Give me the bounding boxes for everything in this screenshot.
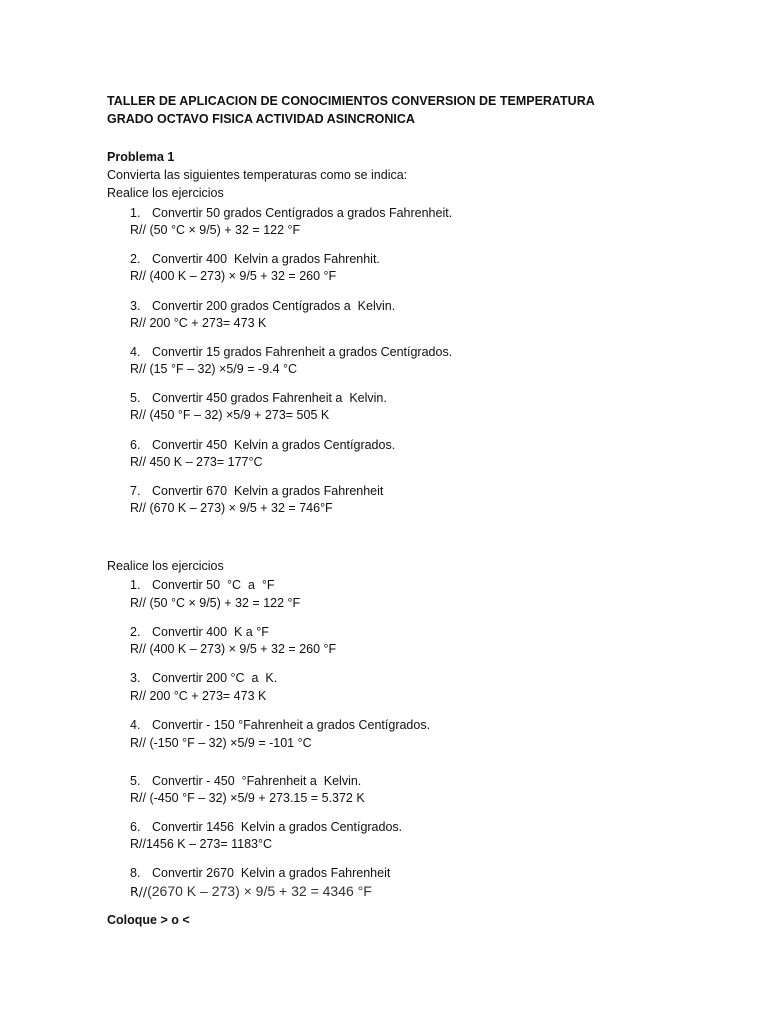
exercise-item — [130, 344, 452, 360]
exercise-answer: R// 200 °C + 273= 473 K — [130, 316, 267, 330]
exercise-number: 4. — [130, 718, 141, 732]
answer-formula: (2670 K – 273) × 9/5 + 32 = 4346 °F — [147, 883, 372, 899]
exercise-number: 4. — [130, 345, 141, 359]
exercise-number: 1. — [130, 206, 141, 220]
exercise-text: Convertir - 450 °Fahrenheit a Kelvin. — [152, 774, 362, 788]
exercise-text: Convertir 670 Kelvin a grados Fahrenheit — [152, 484, 384, 498]
exercise-item — [130, 717, 430, 733]
exercise-answer: R// (400 K – 273) × 9/5 + 32 = 260 °F — [130, 269, 337, 283]
exercise-answer: R// (50 °C × 9/5) + 32 = 122 °F — [130, 223, 301, 237]
exercise-text: Convertir 400 K a °F — [152, 625, 269, 639]
exercise-number: 8. — [130, 866, 141, 880]
exercise-text: Convertir 2670 Kelvin a grados Fahrenheit — [152, 866, 391, 880]
exercise-text: Convertir 200 °C a K. — [152, 671, 278, 685]
exercise-answer: R// (670 K – 273) × 9/5 + 32 = 746°F — [130, 501, 333, 515]
exercise-number: 6. — [130, 438, 141, 452]
exercise-item — [130, 251, 380, 267]
exercise-item — [130, 624, 269, 640]
exercise-item — [130, 483, 383, 499]
exercise-text: Convertir 15 grados Fahrenheit a grados Centígrados. — [152, 345, 453, 359]
exercise-answer: R// 200 °C + 273= 473 K — [130, 689, 267, 703]
exercise-number: 6. — [130, 820, 141, 834]
exercise-answer: R// (450 °F – 32) ×5/9 + 273= 505 K — [130, 408, 330, 422]
answer-prefix: R// — [130, 884, 148, 899]
exercise-number: 5. — [130, 774, 141, 788]
exercise-number: 1. — [130, 578, 141, 592]
exercise-item — [130, 773, 361, 789]
exercise-text: Convertir 1456 Kelvin a grados Centígrados. — [152, 820, 403, 834]
exercise-answer: R// (-450 °F – 32) ×5/9 + 273.15 = 5.372 K — [130, 791, 365, 805]
exercise-item — [130, 205, 452, 221]
document-subtitle: GRADO OCTAVO FISICA ACTIVIDAD ASINCRONICA — [107, 112, 415, 126]
exercise-text: Convertir 450 grados Fahrenheit a Kelvin. — [152, 391, 387, 405]
exercise-answer: R// 450 K – 273= 177°C — [130, 455, 263, 469]
exercise-text: Convertir 400 Kelvin a grados Fahrenhit. — [152, 252, 380, 266]
problem-heading: Problema 1 — [107, 150, 175, 164]
exercise-answer — [130, 883, 372, 900]
exercise-item — [130, 390, 387, 406]
exercise-item — [130, 298, 395, 314]
document-title: TALLER DE APLICACION DE CONOCIMIENTOS CONVERSION DE TEMPERATURA — [107, 94, 595, 108]
exercise-number: 3. — [130, 671, 141, 685]
exercise-answer: R// (15 °F – 32) ×5/9 = -9.4 °C — [130, 362, 298, 376]
exercise-text: Convertir 50 °C a °F — [152, 578, 275, 592]
exercise-number: 3. — [130, 299, 141, 313]
exercise-item — [130, 865, 390, 881]
section1-title: Realice los ejercicios — [107, 186, 224, 200]
section2-title: Realice los ejercicios — [107, 559, 224, 573]
exercise-text: Convertir 50 grados Centígrados a grados Fahrenheit. — [152, 206, 453, 220]
exercise-item — [130, 819, 402, 835]
exercise-answer: R// (-150 °F – 32) ×5/9 = -101 °C — [130, 736, 312, 750]
exercise-item — [130, 437, 395, 453]
exercise-answer: R// (400 K – 273) × 9/5 + 32 = 260 °F — [130, 642, 337, 656]
exercise-answer: R//1456 K – 273= 1183°C — [130, 837, 273, 851]
exercise-item — [130, 577, 275, 593]
problem-intro: Convierta las siguientes temperaturas como se indica: — [107, 168, 408, 182]
footer-instruction: Coloque > o < — [107, 913, 190, 927]
exercise-answer: R// (50 °C × 9/5) + 32 = 122 °F — [130, 596, 301, 610]
exercise-number: 2. — [130, 252, 141, 266]
exercise-text: Convertir - 150 °Fahrenheit a grados Centígrados. — [152, 718, 431, 732]
exercise-item — [130, 670, 277, 686]
exercise-number: 5. — [130, 391, 141, 405]
exercise-text: Convertir 450 Kelvin a grados Centígrados. — [152, 438, 396, 452]
exercise-number: 7. — [130, 484, 141, 498]
exercise-number: 2. — [130, 625, 141, 639]
exercise-text: Convertir 200 grados Centígrados a Kelvin. — [152, 299, 396, 313]
